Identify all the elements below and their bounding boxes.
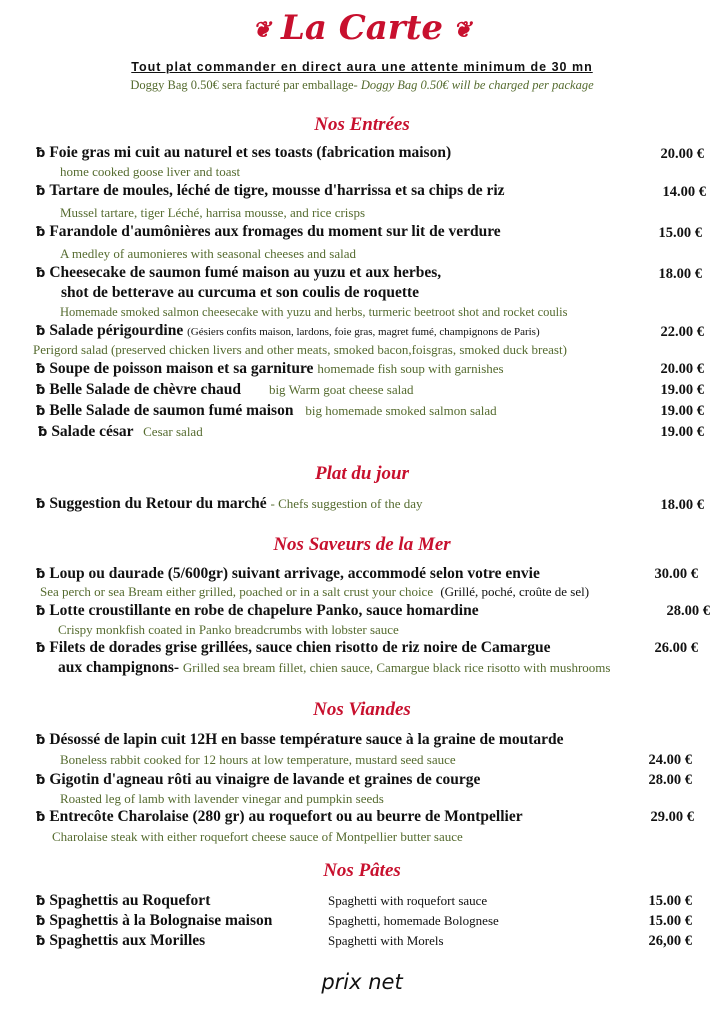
dish-price: 29.00 € — [650, 809, 694, 825]
dish-name — [36, 182, 505, 200]
dish-name — [36, 932, 205, 950]
dish-translation: Spaghetti, homemade Bolognese — [328, 913, 499, 928]
dish-price: 18.00 € — [660, 497, 704, 513]
dish-fr: Désossé de lapin cuit 12H en basse température sauce à la graine de moutarde — [49, 731, 564, 748]
dish-price: 20.00 € — [660, 361, 704, 377]
dish-price: 14.00 € — [662, 184, 706, 200]
dish-price: 26.00 € — [654, 640, 698, 656]
dish-price: 15.00 € — [658, 225, 702, 241]
dish-fr: Lotte croustillante en robe de chapelure Panko, sauce homardine — [49, 602, 479, 619]
dish-translation: Grilled sea bream fillet, chien sauce, Camargue black rice risotto with mushrooms — [182, 660, 611, 675]
bullet-icon: ƀ — [36, 266, 46, 281]
bullet-icon: ƀ — [38, 425, 48, 440]
dish-price: 15.00 € — [648, 893, 692, 909]
dish-name — [36, 402, 497, 420]
waiting-notice: Tout plat commander en direct aura une attente minimum de 30 mn — [131, 60, 593, 74]
dish-translation-text: Sea perch or sea Bream either grilled, poached or in a salt crust your choice — [40, 584, 434, 599]
section-saveurs-mer: Nos Saveurs de la Mer — [273, 534, 451, 555]
dish-price: 22.00 € — [660, 324, 704, 340]
dish-price: 24.00 € — [648, 752, 692, 768]
dish-price: 28.00 € — [666, 603, 710, 619]
dish-name-line2: shot de betterave au curcuma et son coulis de roquette — [61, 284, 420, 301]
dish-translation: Cesar salad — [143, 424, 203, 439]
dish-translation: Roasted leg of lamb with lavender vinegar and pumpkin seeds — [60, 791, 384, 806]
dish-fr: Spaghettis aux Morilles — [49, 932, 206, 949]
doggy-bag-fr: Doggy Bag 0.50€ sera facturé par emballage- — [130, 78, 358, 92]
dish-fr: Cheesecake de saumon fumé maison au yuzu et aux herbes, — [49, 264, 442, 281]
bullet-icon: ƀ — [36, 362, 46, 377]
dish-name — [36, 771, 480, 789]
dish-price: 30.00 € — [654, 566, 698, 582]
dish-fr: Salade césar — [51, 423, 134, 440]
dish-name — [36, 495, 423, 513]
section-plat-du-jour: Plat du jour — [315, 463, 409, 484]
dish-fr: Soupe de poisson maison et sa garniture — [49, 360, 314, 377]
dish-name — [36, 639, 551, 657]
dish-fr: Gigotin d'agneau rôti au vinaigre de lavande et graines de courge — [49, 771, 481, 788]
dish-price: 19.00 € — [660, 403, 704, 419]
bullet-icon: ƀ — [36, 604, 46, 619]
dish-name — [38, 423, 203, 441]
dish-price: 19.00 € — [660, 424, 704, 440]
bullet-icon: ƀ — [36, 404, 46, 419]
dish-translation: home cooked goose liver and toast — [60, 164, 241, 179]
bullet-icon: ƀ — [36, 914, 46, 929]
dish-name — [36, 602, 479, 620]
dish-name — [36, 912, 272, 930]
dish-fr: Loup ou daurade (5/600gr) suivant arrivage, accommodé selon votre envie — [49, 565, 540, 582]
dish-translation: Perigord salad (preserved chicken livers and other meats, smoked bacon,foisgras, smoked duck breast) — [33, 342, 567, 357]
dish-price: 19.00 € — [660, 382, 704, 398]
bullet-icon: ƀ — [36, 184, 46, 199]
bullet-icon: ƀ — [36, 894, 46, 909]
dish-name — [36, 381, 414, 399]
bullet-icon: ƀ — [36, 773, 46, 788]
menu-title — [0, 8, 724, 62]
dish-price: 18.00 € — [658, 266, 702, 282]
dish-translation: Boneless rabbit cooked for 12 hours at low temperature, mustard seed sauce — [60, 752, 456, 767]
dish-translation: A medley of aumonieres with seasonal cheeses and salad — [60, 246, 357, 261]
dish-name — [36, 223, 501, 241]
section-viandes: Nos Viandes — [313, 699, 411, 720]
dish-fr: Belle Salade de saumon fumé maison — [49, 402, 294, 419]
dish-translation: homemade fish soup with garnishes — [317, 361, 504, 376]
dish-fr: Belle Salade de chèvre chaud — [49, 381, 242, 398]
dish-translation: big homemade smoked salmon salad — [305, 403, 497, 418]
dish-translation: Homemade smoked salmon cheesecake with yuzu and herbs, turmeric beetroot shot and rocket coulis — [60, 305, 568, 319]
dish-name — [36, 360, 504, 378]
dish-translation: Crispy monkfish coated in Panko breadcrumbs with lobster sauce — [58, 622, 399, 637]
dish-price: 28.00 € — [648, 772, 692, 788]
dish-name — [36, 808, 523, 826]
dish-name — [36, 264, 441, 282]
ornament-right-icon: ❦ — [453, 17, 472, 43]
bullet-icon: ƀ — [36, 146, 46, 161]
dish-fr: Salade périgourdine — [49, 322, 184, 339]
bullet-icon: ƀ — [36, 497, 46, 512]
dish-name — [36, 322, 540, 340]
bullet-icon: ƀ — [36, 810, 46, 825]
dish-fr: Foie gras mi cuit au naturel et ses toasts (fabrication maison) — [49, 144, 452, 161]
bullet-icon: ƀ — [36, 383, 46, 398]
dish-cooking-options: (Grillé, poché, croûte de sel) — [440, 584, 590, 599]
net-price-note: prix net — [321, 970, 403, 994]
dish-fr: Spaghettis au Roquefort — [49, 892, 211, 909]
dish-translation: Mussel tartare, tiger Léché, harrisa mousse, and rice crisps — [60, 205, 366, 220]
bullet-icon: ƀ — [36, 641, 46, 656]
dish-translation: Charolaise steak with either roquefort cheese sauce of Montpellier butter sauce — [52, 829, 463, 844]
ornament-left-icon: ❦ — [252, 17, 271, 43]
dish-price: 20.00 € — [660, 146, 704, 162]
dish-fr: Filets de dorades grise grillées, sauce chien risotto de riz noire de Camargue — [49, 639, 551, 656]
dish-translation: Spaghetti with roquefort sauce — [328, 893, 488, 908]
doggy-bag-en: Doggy Bag 0.50€ will be charged per package — [360, 78, 594, 92]
bullet-icon: ƀ — [36, 324, 46, 339]
dish-fr: Entrecôte Charolaise (280 gr) au roquefort ou au beurre de Montpellier — [49, 808, 523, 825]
dish-detail: (Gésiers confits maison, lardons, foie gras, magret fumé, champignons de Paris) — [187, 326, 540, 338]
dish-translation: Spaghetti with Morels — [328, 933, 444, 948]
dish-price: 15.00 € — [648, 913, 692, 929]
dish-translation: - Chefs suggestion of the day — [270, 496, 423, 511]
dish-name — [36, 565, 540, 583]
dish-name — [36, 144, 451, 162]
bullet-icon: ƀ — [36, 225, 46, 240]
dish-fr2: aux champignons- — [58, 659, 180, 676]
dish-fr: Tartare de moules, léché de tigre, mousse d'harrissa et sa chips de riz — [49, 182, 505, 199]
dish-fr: Spaghettis à la Bolognaise maison — [49, 912, 273, 929]
dish-translation — [40, 584, 589, 600]
section-entrees: Nos Entrées — [314, 114, 410, 135]
dish-name-line2 — [58, 659, 610, 677]
bullet-icon: ƀ — [36, 567, 46, 582]
doggy-bag-notice — [0, 78, 724, 93]
dish-price: 26,00 € — [648, 933, 692, 949]
bullet-icon: ƀ — [36, 733, 46, 748]
section-pates: Nos Pâtes — [323, 860, 401, 881]
dish-fr: Farandole d'aumônières aux fromages du moment sur lit de verdure — [49, 223, 501, 240]
dish-translation: big Warm goat cheese salad — [268, 382, 414, 397]
menu-title-text: La Carte — [280, 8, 444, 48]
bullet-icon: ƀ — [36, 934, 46, 949]
dish-name — [36, 892, 210, 910]
dish-fr: Suggestion du Retour du marché — [49, 495, 267, 512]
dish-name — [36, 731, 564, 749]
